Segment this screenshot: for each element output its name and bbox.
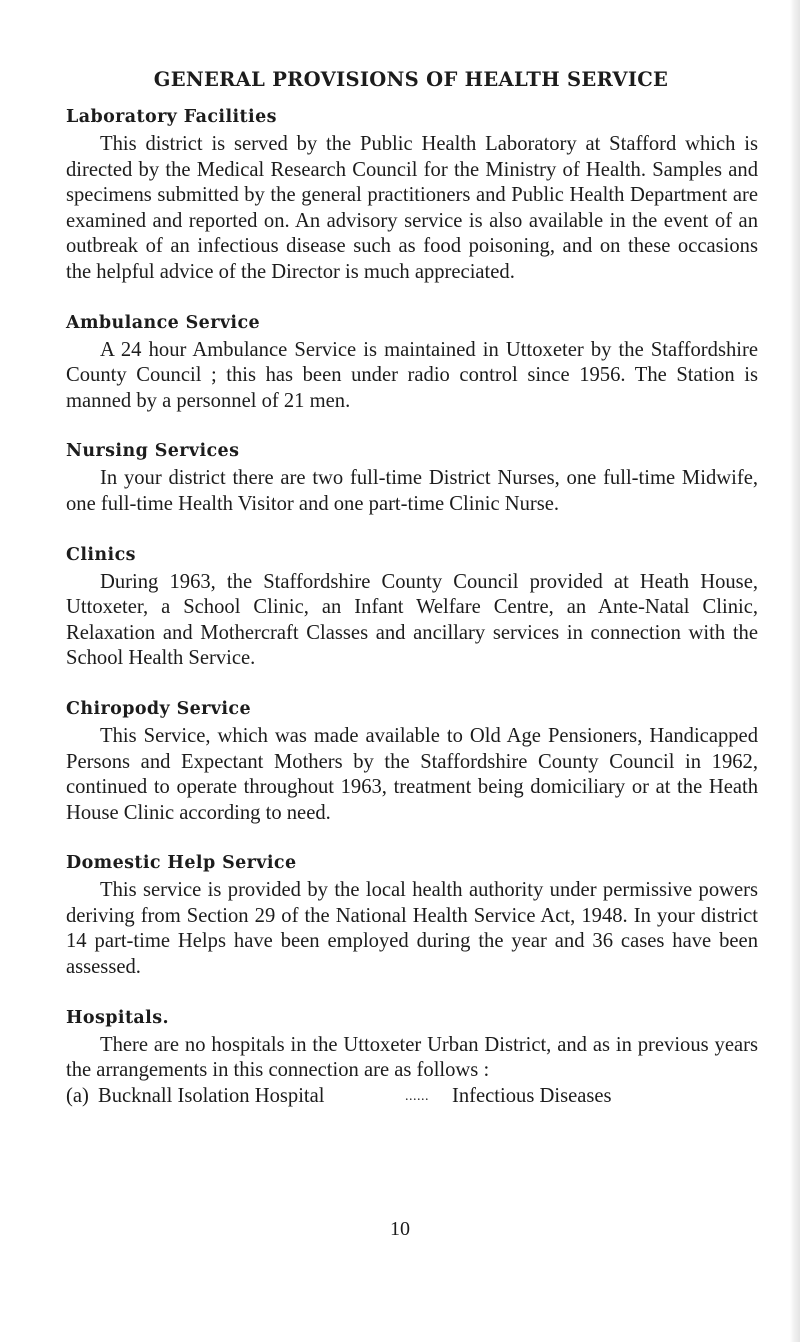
hospital-name: Bucknall Isolation Hospital: [98, 1084, 325, 1107]
section-heading: Chiropody Service: [66, 698, 251, 719]
section-heading: Nursing Services: [66, 441, 240, 462]
section-body: This district is served by the Public Health Laboratory at Stafford which is directed by the Medical Research Council for the Ministry of Health. Samples and specimens submitted by the general practitioners and Public Health Department are examined and reported on. An advisory service is also available in the event of an outbreak of an infectious disease such as food poisoning, and on these occasions the helpful advice of the Director is much appreciated.: [66, 133, 758, 283]
section-body: During 1963, the Staffordshire County Council provided at Heath House, Uttoxeter, a School Clinic, an Infant Welfare Centre, an Ante-Natal Clinic, Relaxation and Mothercraft Classes and ancillary services in connection with the School Health Service.: [66, 570, 758, 670]
section-body: In your district there are two full-time District Nurses, one full-time Midwife, one full-time Health Visitor and one part-time Clinic Nurse.: [66, 467, 758, 515]
section-clinics: [64, 542, 758, 672]
page-edge-shadow: [790, 0, 800, 1342]
section-hospitals: [64, 1005, 758, 1110]
leader-dots: ......: [405, 1088, 429, 1104]
section-heading: Domestic Help Service: [66, 853, 297, 874]
section-body: This Service, which was made available to Old Age Pensioners, Handicapped Persons and Expectant Mothers by the Staffordshire County Council in 1962, continued to operate throughout 1963, treatment being domiciliary or at the Heath House Clinic according to need.: [66, 724, 758, 824]
hospital-list: [64, 1084, 758, 1110]
document-content: [64, 66, 758, 1133]
section-nursing-services: [64, 438, 758, 517]
section-body: This service is provided by the local health authority under permissive powers deriving from Section 29 of the National Health Service Act, 1948. In your district 14 part-time Helps have been employed during the year and 36 cases have been assessed.: [66, 879, 758, 979]
section-heading: Laboratory Facilities: [66, 107, 277, 127]
hospital-row: [66, 1084, 758, 1110]
page-number: 10: [390, 1218, 410, 1240]
hospital-letter: (a): [66, 1084, 89, 1107]
section-chiropody-service: [64, 696, 758, 826]
page-title: GENERAL PROVISIONS OF HEALTH SERVICE: [153, 68, 669, 91]
section-heading: Clinics: [66, 544, 136, 565]
section-body: A 24 hour Ambulance Service is maintained in Uttoxeter by the Staffordshire County Council ; this has been under radio control since 1956. The Station is manned by a personnel of 21 men.: [66, 338, 758, 412]
section-heading: Ambulance Service: [66, 312, 261, 333]
section-domestic-help-service: [64, 850, 758, 980]
section-ambulance-service: [64, 310, 758, 415]
section-laboratory-facilities: [64, 104, 758, 286]
section-heading: Hospitals.: [66, 1007, 169, 1028]
hospital-type: Infectious Diseases: [452, 1084, 612, 1107]
section-body: There are no hospitals in the Uttoxeter Urban District, and as in previous years the arrangements in this connection are as follows :: [66, 1033, 758, 1082]
